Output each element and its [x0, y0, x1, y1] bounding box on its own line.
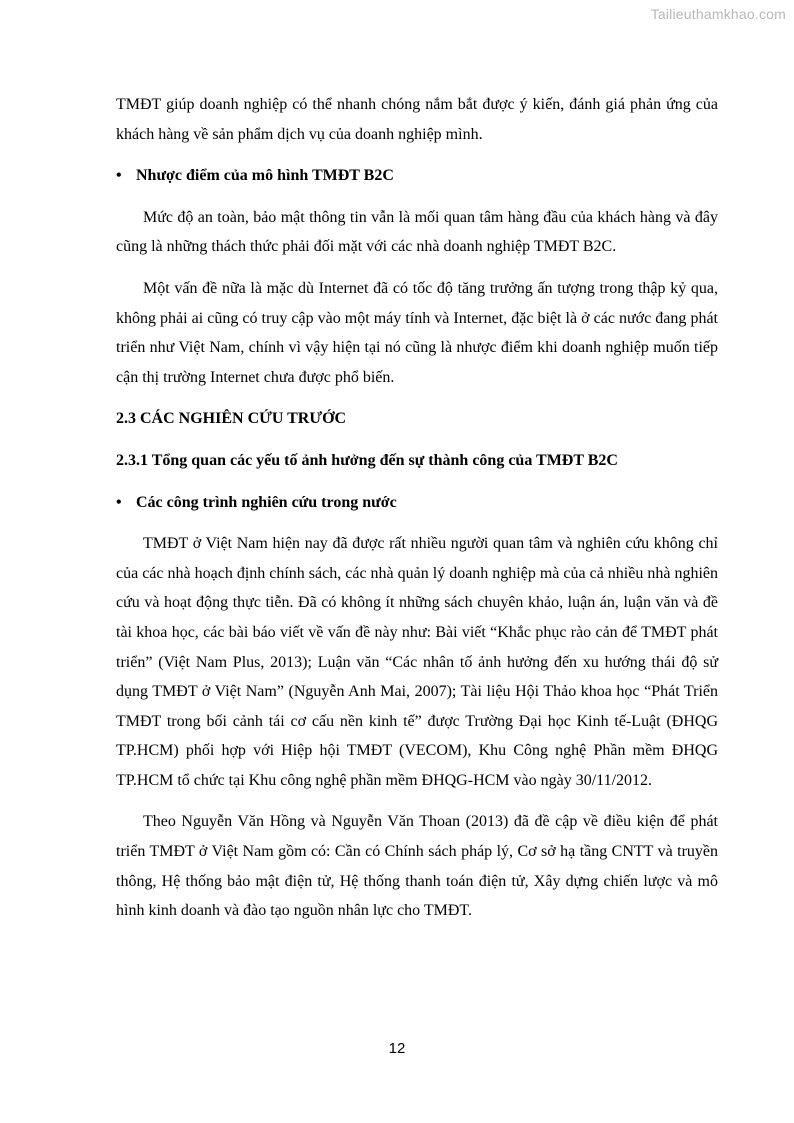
paragraph-development-conditions: Theo Nguyễn Văn Hồng và Nguyễn Văn Thoan (2013) đã đề cập về điều kiện để phát triển TMĐT ở Việt Nam gồm có: Cần có Chính sách pháp lý, Cơ sở hạ tầng CNTT và truyền thông, Hệ thống bảo mật điện tử, Hệ thống thanh toán điện tử, Xây dựng chiến lược và mô hình kinh doanh và đào tạo nguồn nhân lực cho TMĐT. — [116, 813, 718, 920]
section-heading-2-3: 2.3 CÁC NGHIÊN CỨU TRƯỚC — [116, 410, 347, 428]
page-number: 12 — [388, 1040, 406, 1057]
paragraph-security: Mức độ an toàn, bảo mật thông tin vẫn là mối quan tâm hàng đầu của khách hàng và đây cũng là những thách thức phải đối mặt với các nhà doanh nghiệp TMĐT B2C. — [116, 208, 718, 256]
bullet-heading-text: Nhược điểm của mô hình TMĐT B2C — [136, 167, 394, 185]
bullet-heading-text: Các công trình nghiên cứu trong nước — [136, 493, 397, 511]
paragraph-domestic-research: TMĐT ở Việt Nam hiện nay đã được rất nhiều người quan tâm và nghiên cứu không chỉ của các nhà hoạch định chính sách, các nhà quản lý doanh nghiệp mà của cả nhiều nhà nghiên cứu và hoạt động thực tiễn. Đã có không ít những sách chuyên khảo, luận án, luận văn và đề tài khoa học, các bài báo viết về vấn đề này như: Bài viết “Khắc phục rào cản để TMĐT phát triển” (Việt Nam Plus, 2013); Luận văn “Các nhân tố ảnh hưởng đến xu hướng thái độ sử dụng TMĐT ở Việt Nam” (Nguyễn Anh Mai, 2007); Tài liệu Hội Thảo khoa học “Phát Triển TMĐT trong bối cảnh tái cơ cấu nền kinh tế” được Trường Đại học Kinh tế-Luật (ĐHQG TP.HCM) phối hợp với Hiệp hội TMĐT (VECOM), Khu Công nghệ Phần mềm ĐHQG TP.HCM tổ chức tại Khu công nghệ phần mềm ĐHQG-HCM vào ngày 30/11/2012. — [116, 535, 718, 789]
section-heading-2-3-1: 2.3.1 Tổng quan các yếu tố ảnh hưởng đến sự thành công của TMĐT B2C — [116, 451, 618, 469]
bullet-heading-disadvantages — [116, 161, 718, 191]
bullet-heading-domestic-research — [116, 488, 718, 518]
watermark: Tailieuthamkhao.com — [650, 6, 786, 22]
paragraph-advantage-continued: TMĐT giúp doanh nghiệp có thể nhanh chóng nắm bắt được ý kiến, đánh giá phản ứng của khách hàng về sản phẩm dịch vụ của doanh nghiệp mình. — [116, 96, 718, 143]
bullet-icon: • — [116, 493, 122, 511]
bullet-icon: • — [116, 167, 122, 185]
paragraph-internet-access: Một vấn đề nữa là mặc dù Internet đã có tốc độ tăng trưởng ấn tượng trong thập kỷ qua, không phải ai cũng có truy cập vào một máy tính và Internet, đặc biệt là ở các nước đang phát triển như Việt Nam, chính vì vậy hiện tại nó cũng là nhược điểm khi doanh nghiệp muốn tiếp cận thị trường Internet chưa được phổ biến. — [116, 279, 718, 386]
document-body — [116, 90, 718, 926]
